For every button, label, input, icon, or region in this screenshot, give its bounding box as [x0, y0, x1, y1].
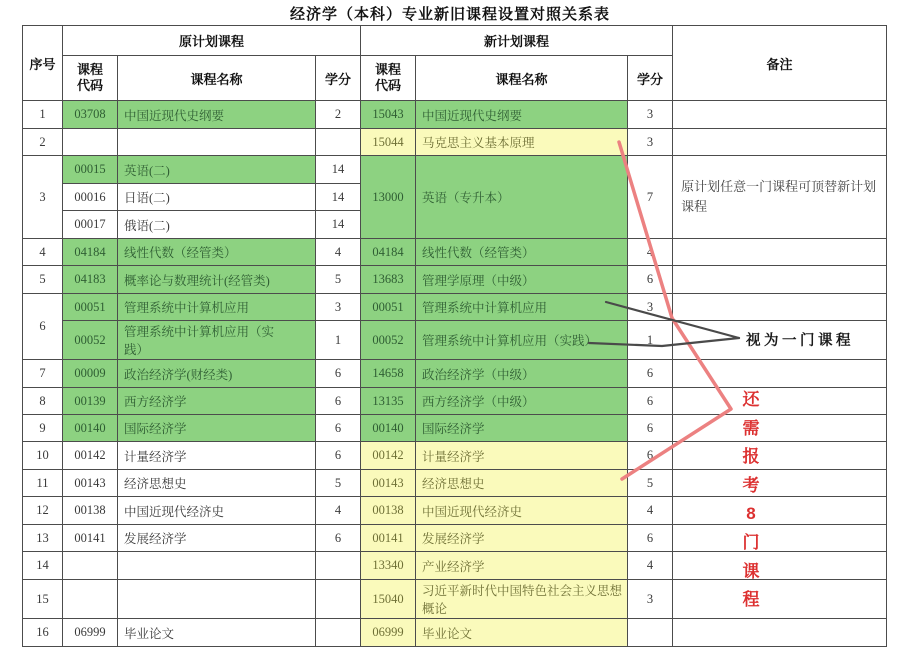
remark-cell	[673, 497, 887, 525]
orig-name-cell: 中国近现代史纲要	[118, 101, 316, 129]
new-code-cell: 00138	[361, 497, 416, 525]
remark-cell	[673, 415, 887, 442]
need-more-char: 需	[742, 418, 760, 438]
seq-cell: 1	[23, 101, 63, 129]
header-orig-name: 课程名称	[118, 56, 316, 101]
orig-credit-cell: 4	[316, 239, 361, 266]
new-name-cell: 线性代数（经管类）	[416, 239, 628, 266]
orig-credit-cell: 4	[316, 497, 361, 525]
orig-credit-cell: 6	[316, 415, 361, 442]
header-new-code: 课程代码	[361, 56, 416, 101]
new-code-cell: 15043	[361, 101, 416, 129]
remark-cell	[673, 525, 887, 552]
orig-code-cell: 00015	[63, 156, 118, 184]
orig-code-cell: 06999	[63, 619, 118, 647]
remark-cell	[673, 360, 887, 388]
table-row	[23, 129, 887, 156]
new-credit-cell: 6	[628, 525, 673, 552]
new-code-cell: 00141	[361, 525, 416, 552]
orig-credit-cell: 5	[316, 266, 361, 294]
new-code-cell: 13000	[361, 156, 416, 239]
need-8-more-courses-note	[739, 386, 763, 615]
need-more-char: 程	[742, 590, 760, 610]
orig-credit-cell: 5	[316, 470, 361, 497]
new-credit-cell: 6	[628, 442, 673, 470]
new-name-cell: 管理系统中计算机应用	[416, 294, 628, 321]
seq-cell: 2	[23, 129, 63, 156]
new-credit-cell: 7	[628, 156, 673, 239]
seq-cell: 13	[23, 525, 63, 552]
orig-code-cell: 00051	[63, 294, 118, 321]
remark-cell	[673, 129, 887, 156]
orig-code-cell: 00009	[63, 360, 118, 388]
orig-code-cell	[63, 129, 118, 156]
new-name-cell: 产业经济学	[416, 552, 628, 580]
treated-as-one-course-note: 视为一门课程	[746, 333, 854, 349]
new-credit-cell: 6	[628, 266, 673, 294]
orig-name-cell	[118, 129, 316, 156]
seq-cell: 14	[23, 552, 63, 580]
new-credit-cell: 6	[628, 415, 673, 442]
new-credit-cell: 5	[628, 470, 673, 497]
remark-cell	[673, 580, 887, 619]
orig-credit-cell: 14	[316, 156, 361, 184]
remark-cell	[673, 470, 887, 497]
new-name-cell: 管理学原理（中级）	[416, 266, 628, 294]
table-row	[23, 266, 887, 294]
new-code-cell: 00052	[361, 321, 416, 360]
new-name-cell: 计量经济学	[416, 442, 628, 470]
remark-cell	[673, 552, 887, 580]
need-more-char: 还	[742, 390, 760, 409]
orig-name-cell: 日语(二)	[118, 184, 316, 211]
remark-text: 原计划任意一门课程可顶替新计划课程	[681, 178, 877, 214]
orig-code-cell: 00140	[63, 415, 118, 442]
seq-cell: 12	[23, 497, 63, 525]
table-row	[23, 294, 887, 321]
new-credit-cell: 6	[628, 360, 673, 388]
orig-code-cell: 00139	[63, 388, 118, 415]
new-credit-cell: 1	[628, 321, 673, 360]
orig-credit-cell	[316, 619, 361, 647]
header-new-group: 新计划课程	[361, 26, 673, 56]
new-code-cell: 13340	[361, 552, 416, 580]
orig-name-cell	[118, 580, 316, 619]
remark-cell	[673, 442, 887, 470]
orig-name-cell: 计量经济学	[118, 442, 316, 470]
orig-credit-cell	[316, 580, 361, 619]
new-name-cell: 政治经济学（中级）	[416, 360, 628, 388]
new-credit-cell: 4	[628, 239, 673, 266]
orig-credit-cell: 6	[316, 525, 361, 552]
orig-code-cell: 00141	[63, 525, 118, 552]
seq-cell: 6	[23, 294, 63, 360]
orig-credit-cell: 3	[316, 294, 361, 321]
orig-name-cell	[118, 552, 316, 580]
remark-cell	[673, 294, 887, 321]
new-name-cell: 经济思想史	[416, 470, 628, 497]
new-name-cell: 马克思主义基本原理	[416, 129, 628, 156]
orig-credit-cell: 1	[316, 321, 361, 360]
orig-name-cell: 线性代数（经管类）	[118, 239, 316, 266]
orig-name-cell: 中国近现代经济史	[118, 497, 316, 525]
orig-name-cell: 国际经济学	[118, 415, 316, 442]
seq-cell: 10	[23, 442, 63, 470]
orig-name-cell: 管理系统中计算机应用（实践）	[118, 321, 316, 360]
remark-cell	[673, 619, 887, 647]
new-code-cell: 04184	[361, 239, 416, 266]
header-remark: 备注	[673, 26, 887, 101]
table-row	[23, 360, 887, 388]
new-credit-cell: 3	[628, 294, 673, 321]
header-orig-group: 原计划课程	[63, 26, 361, 56]
remark-cell	[673, 388, 887, 415]
orig-code-cell	[63, 552, 118, 580]
new-credit-cell: 4	[628, 552, 673, 580]
orig-credit-cell: 6	[316, 360, 361, 388]
orig-credit-cell: 14	[316, 211, 361, 239]
new-credit-cell: 6	[628, 388, 673, 415]
new-credit-cell: 3	[628, 580, 673, 619]
orig-name-cell: 政治经济学(财经类)	[118, 360, 316, 388]
remark-cell	[673, 156, 887, 239]
new-code-cell: 15044	[361, 129, 416, 156]
table-row	[23, 101, 887, 129]
header-orig-credit: 学分	[316, 56, 361, 101]
need-more-char: 8	[746, 504, 756, 524]
new-code-cell: 15040	[361, 580, 416, 619]
orig-code-cell: 00016	[63, 184, 118, 211]
orig-credit-cell	[316, 552, 361, 580]
need-more-char: 课	[742, 561, 760, 581]
need-more-char: 门	[742, 532, 760, 552]
seq-cell: 5	[23, 266, 63, 294]
new-name-cell: 毕业论文	[416, 619, 628, 647]
orig-name-cell: 毕业论文	[118, 619, 316, 647]
orig-code-cell: 00142	[63, 442, 118, 470]
orig-code-cell: 00138	[63, 497, 118, 525]
new-name-cell: 国际经济学	[416, 415, 628, 442]
orig-code-cell: 00017	[63, 211, 118, 239]
orig-name-cell: 俄语(二)	[118, 211, 316, 239]
new-credit-cell: 3	[628, 129, 673, 156]
orig-name-cell: 发展经济学	[118, 525, 316, 552]
seq-cell: 7	[23, 360, 63, 388]
new-code-cell: 13683	[361, 266, 416, 294]
seq-cell: 8	[23, 388, 63, 415]
need-more-char: 考	[742, 475, 760, 495]
remark-cell	[673, 239, 887, 266]
orig-name-cell: 概率论与数理统计(经管类)	[118, 266, 316, 294]
page-title: 经济学（本科）专业新旧课程设置对照关系表	[289, 7, 610, 23]
new-name-cell: 中国近现代史纲要	[416, 101, 628, 129]
header-orig-code: 课程代码	[63, 56, 118, 101]
table-row	[23, 619, 887, 647]
new-code-cell: 00140	[361, 415, 416, 442]
table-row	[23, 156, 887, 184]
orig-name-cell: 管理系统中计算机应用	[118, 294, 316, 321]
seq-cell: 3	[23, 156, 63, 239]
header-new-name: 课程名称	[416, 56, 628, 101]
new-name-cell: 管理系统中计算机应用（实践）	[416, 321, 628, 360]
new-code-cell: 00143	[361, 470, 416, 497]
new-code-cell: 06999	[361, 619, 416, 647]
header-new-credit: 学分	[628, 56, 673, 101]
new-name-cell: 发展经济学	[416, 525, 628, 552]
orig-name-cell: 西方经济学	[118, 388, 316, 415]
remark-cell	[673, 101, 887, 129]
orig-credit-cell: 2	[316, 101, 361, 129]
header-seq: 序号	[23, 26, 63, 101]
new-credit-cell: 3	[628, 101, 673, 129]
orig-code-cell: 04184	[63, 239, 118, 266]
orig-name-cell: 英语(二)	[118, 156, 316, 184]
new-code-cell: 14658	[361, 360, 416, 388]
orig-code-cell	[63, 580, 118, 619]
orig-code-cell: 00052	[63, 321, 118, 360]
new-name-cell: 英语（专升本）	[416, 156, 628, 239]
new-name-cell: 中国近现代经济史	[416, 497, 628, 525]
orig-name-cell: 经济思想史	[118, 470, 316, 497]
new-name-cell: 西方经济学（中级）	[416, 388, 628, 415]
orig-credit-cell: 14	[316, 184, 361, 211]
seq-cell: 15	[23, 580, 63, 619]
seq-cell: 4	[23, 239, 63, 266]
new-credit-cell: 4	[628, 497, 673, 525]
new-name-cell: 习近平新时代中国特色社会主义思想概论	[416, 580, 628, 619]
table-row	[23, 239, 887, 266]
orig-credit-cell: 6	[316, 388, 361, 415]
new-credit-cell	[628, 619, 673, 647]
orig-code-cell: 03708	[63, 101, 118, 129]
seq-cell: 9	[23, 415, 63, 442]
orig-credit-cell	[316, 129, 361, 156]
remark-cell	[673, 266, 887, 294]
new-code-cell: 00142	[361, 442, 416, 470]
orig-code-cell: 04183	[63, 266, 118, 294]
seq-cell: 11	[23, 470, 63, 497]
need-more-char: 报	[742, 447, 760, 467]
orig-code-cell: 00143	[63, 470, 118, 497]
new-code-cell: 13135	[361, 388, 416, 415]
seq-cell: 16	[23, 619, 63, 647]
orig-credit-cell: 6	[316, 442, 361, 470]
new-code-cell: 00051	[361, 294, 416, 321]
